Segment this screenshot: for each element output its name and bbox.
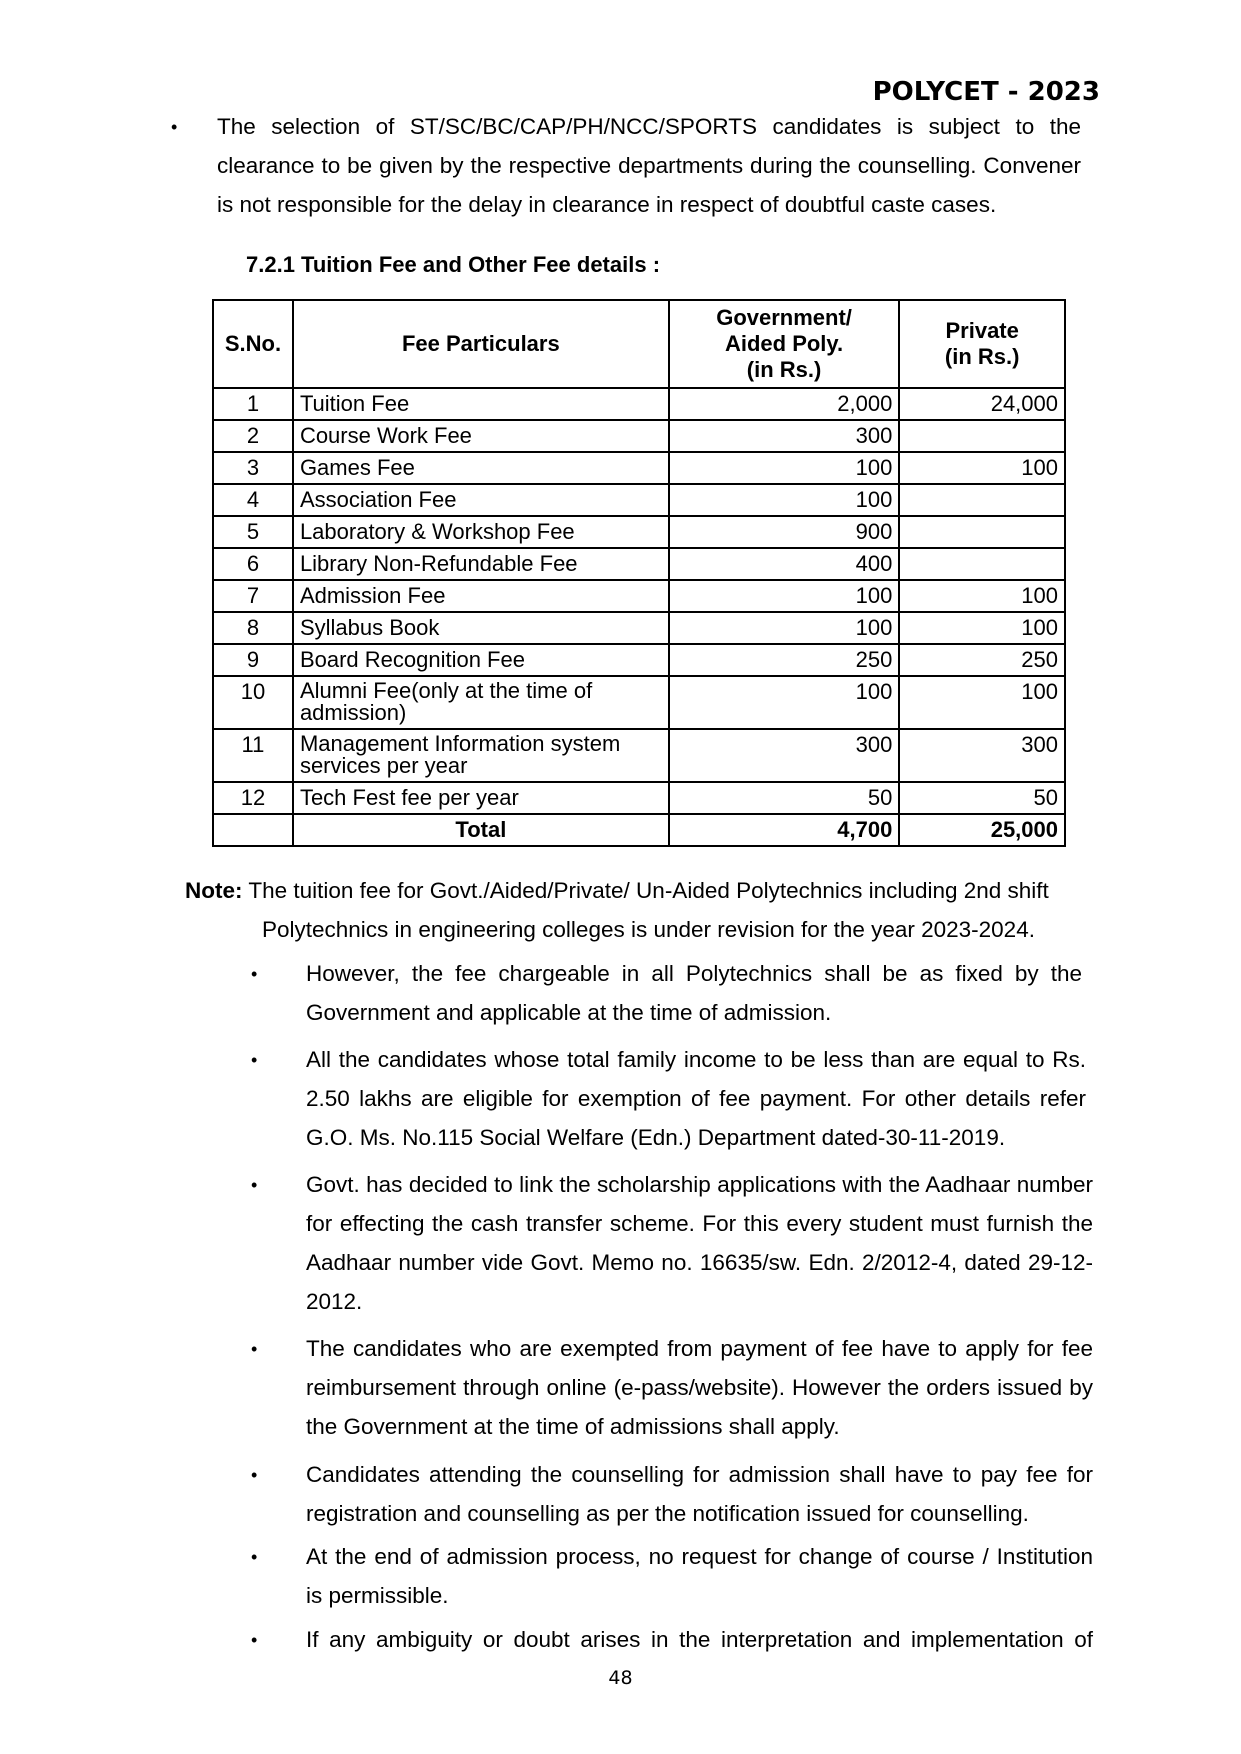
cell-particulars-text: Alumni Fee(only at the time of admission) bbox=[299, 678, 593, 725]
bullet-icon: • bbox=[251, 1175, 258, 1195]
bullet-icon: • bbox=[251, 964, 258, 984]
cell-gov-fee: 900 bbox=[669, 516, 900, 548]
header-sno: S.No. bbox=[213, 300, 293, 388]
cell-gov-fee: 400 bbox=[669, 548, 900, 580]
bullet-icon: • bbox=[251, 1465, 258, 1485]
section-heading: 7.2.1 Tuition Fee and Other Fee details : bbox=[246, 252, 661, 277]
cell-particulars: Course Work Fee bbox=[293, 420, 669, 452]
header-particulars: Fee Particulars bbox=[293, 300, 669, 388]
cell-pvt-fee bbox=[899, 516, 1065, 548]
cell-pvt-fee: 100 bbox=[899, 580, 1065, 612]
cell-pvt-fee: 24,000 bbox=[899, 388, 1065, 420]
fee-table-header-row bbox=[213, 300, 1065, 388]
cell-particulars: Tech Fest fee per year bbox=[293, 782, 669, 814]
cell-empty bbox=[213, 814, 293, 846]
cell-pvt-fee: 100 bbox=[899, 452, 1065, 484]
cell-pvt-fee: 100 bbox=[899, 612, 1065, 644]
cell-sno: 11 bbox=[213, 729, 293, 782]
cell-particulars: Library Non-Refundable Fee bbox=[293, 548, 669, 580]
table-row bbox=[213, 676, 1065, 729]
cell-gov-fee: 300 bbox=[669, 420, 900, 452]
bullet-icon: • bbox=[251, 1339, 258, 1359]
bullet-item-5: Candidates attending the counselling for admission shall have to pay fee for registration and counselling as per the notification issued for counselling. bbox=[306, 1462, 1093, 1526]
table-row bbox=[213, 388, 1065, 420]
cell-gov-fee: 250 bbox=[669, 644, 900, 676]
total-gov-fee: 4,700 bbox=[669, 814, 900, 846]
cell-sno: 3 bbox=[213, 452, 293, 484]
fee-table bbox=[212, 299, 1066, 847]
cell-particulars bbox=[293, 729, 669, 782]
bullet-item-1: However, the fee chargeable in all Polytechnics shall be as fixed by the Government and applicable at the time of admission. bbox=[306, 961, 1082, 1025]
table-row bbox=[213, 452, 1065, 484]
cell-gov-fee: 300 bbox=[669, 729, 900, 782]
note-text-line1: The tuition fee for Govt./Aided/Private/ Un-Aided Polytechnics including 2nd shift bbox=[248, 878, 1049, 903]
cell-particulars: Syllabus Book bbox=[293, 612, 669, 644]
cell-pvt-fee: 250 bbox=[899, 644, 1065, 676]
bullet-item-4: The candidates who are exempted from payment of fee have to apply for fee reimbursement through online (e-pass/website). However the orders issued by the Government at the time of admissions shall apply. bbox=[306, 1336, 1093, 1439]
table-row bbox=[213, 644, 1065, 676]
page-number: 48 bbox=[608, 1667, 633, 1689]
bullet-item-2: All the candidates whose total family income to be less than are equal to Rs. 2.50 lakhs are eligible for exemption of fee payment. For other details refer G.O. Ms. No.115 Social Welfare (Edn.) Department dated-30-11-2019. bbox=[306, 1047, 1086, 1150]
cell-sno: 6 bbox=[213, 548, 293, 580]
header-gov-line2: Aided Poly. bbox=[724, 331, 844, 356]
table-row bbox=[213, 548, 1065, 580]
cell-pvt-fee bbox=[899, 484, 1065, 516]
table-row bbox=[213, 612, 1065, 644]
cell-sno: 12 bbox=[213, 782, 293, 814]
table-row bbox=[213, 484, 1065, 516]
bullet-item-3: Govt. has decided to link the scholarship applications with the Aadhaar number for effecting the cash transfer scheme. For this every student must furnish the Aadhaar number vide Govt. Memo no. 16635/sw. Edn. 2/2012-4, dated 29-12-2012. bbox=[306, 1172, 1093, 1314]
cell-gov-fee: 50 bbox=[669, 782, 900, 814]
cell-sno: 10 bbox=[213, 676, 293, 729]
cell-pvt-fee: 50 bbox=[899, 782, 1065, 814]
header-government bbox=[669, 300, 900, 388]
table-total-row bbox=[213, 814, 1065, 846]
cell-pvt-fee bbox=[899, 420, 1065, 452]
cell-gov-fee: 100 bbox=[669, 580, 900, 612]
cell-gov-fee: 100 bbox=[669, 452, 900, 484]
cell-sno: 1 bbox=[213, 388, 293, 420]
header-gov-line1: Government/ bbox=[716, 305, 852, 330]
bullet-icon: • bbox=[251, 1547, 258, 1567]
cell-sno: 5 bbox=[213, 516, 293, 548]
cell-gov-fee: 2,000 bbox=[669, 388, 900, 420]
header-private bbox=[899, 300, 1065, 388]
cell-particulars-text: Management Information system services per year bbox=[299, 731, 621, 778]
header-pvt-line2: (in Rs.) bbox=[944, 344, 1020, 369]
total-label: Total bbox=[293, 814, 669, 846]
cell-pvt-fee bbox=[899, 548, 1065, 580]
bullet-icon: • bbox=[251, 1630, 258, 1650]
table-row bbox=[213, 580, 1065, 612]
cell-sno: 2 bbox=[213, 420, 293, 452]
cell-sno: 7 bbox=[213, 580, 293, 612]
table-row bbox=[213, 782, 1065, 814]
cell-particulars: Games Fee bbox=[293, 452, 669, 484]
cell-pvt-fee: 100 bbox=[899, 676, 1065, 729]
note-label: Note: bbox=[185, 878, 243, 903]
cell-gov-fee: 100 bbox=[669, 484, 900, 516]
cell-particulars: Laboratory & Workshop Fee bbox=[293, 516, 669, 548]
bullet-item-7: If any ambiguity or doubt arises in the interpretation and implementation of bbox=[306, 1627, 1093, 1652]
cell-particulars: Tuition Fee bbox=[293, 388, 669, 420]
cell-particulars: Board Recognition Fee bbox=[293, 644, 669, 676]
cell-sno: 4 bbox=[213, 484, 293, 516]
table-row bbox=[213, 729, 1065, 782]
note-line-2: Polytechnics in engineering colleges is under revision for the year 2023-2024. bbox=[262, 917, 1035, 942]
table-row bbox=[213, 516, 1065, 548]
bullet-icon: • bbox=[171, 117, 178, 137]
cell-gov-fee: 100 bbox=[669, 676, 900, 729]
cell-particulars: Admission Fee bbox=[293, 580, 669, 612]
page-header-title: POLYCET - 2023 bbox=[872, 77, 1100, 107]
cell-particulars bbox=[293, 676, 669, 729]
cell-pvt-fee: 300 bbox=[899, 729, 1065, 782]
intro-paragraph: The selection of ST/SC/BC/CAP/PH/NCC/SPORTS candidates is subject to the clearance to be given by the respective departments during the counselling. Convener is not responsible for the delay in clearance in respect of doubtful caste cases. bbox=[217, 114, 1081, 217]
header-pvt-line1: Private bbox=[945, 318, 1019, 343]
cell-sno: 8 bbox=[213, 612, 293, 644]
table-row bbox=[213, 420, 1065, 452]
bullet-item-6: At the end of admission process, no request for change of course / Institution is permissible. bbox=[306, 1544, 1093, 1608]
cell-sno: 9 bbox=[213, 644, 293, 676]
header-gov-line3: (in Rs.) bbox=[746, 357, 822, 382]
cell-particulars: Association Fee bbox=[293, 484, 669, 516]
total-pvt-fee: 25,000 bbox=[899, 814, 1065, 846]
cell-gov-fee: 100 bbox=[669, 612, 900, 644]
note-line-1 bbox=[185, 871, 1049, 910]
bullet-icon: • bbox=[251, 1050, 258, 1070]
